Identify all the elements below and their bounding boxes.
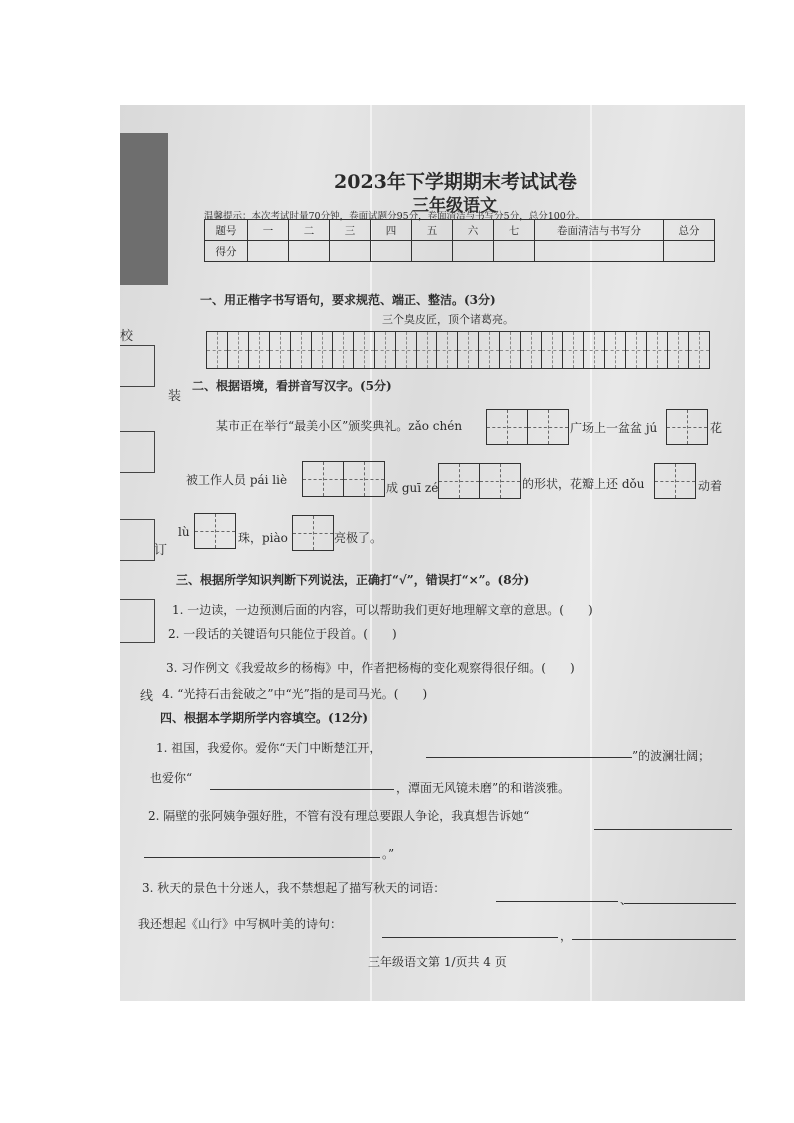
binding-box [120,345,155,387]
exam-subtitle: 三年级语文 [412,196,497,216]
table-cell: 总分 [664,220,715,241]
fill-text: ， [560,929,573,943]
section2-text: 被工作人员 pái liè [186,473,288,487]
table-cell: 六 [453,220,494,241]
page-footer: 三年级语文第 1/页共 4 页 [368,955,507,969]
section3-heading: 三、根据所学知识判断下列说法，正确打“√”，错误打“×”。(8分) [176,573,530,587]
table-cell: 二 [289,220,330,241]
writing-grid[interactable] [206,331,710,369]
section1-sentence: 三个臭皮匠，顶个诸葛亮。 [382,313,514,326]
binding-char: 校 [120,329,134,344]
binding-box [120,599,155,643]
answer-blank[interactable] [572,925,736,940]
tianzige-box[interactable] [292,515,334,551]
table-cell: 一 [248,220,289,241]
binding-char: 装 [168,389,182,404]
judgement-item: 4. “光持石击瓮破之”中“光”指的是司马光。( ) [162,687,428,701]
table-cell: 得分 [205,241,248,262]
score-table-header-row [205,220,715,241]
score-cell[interactable] [453,241,494,262]
score-cell[interactable] [664,241,715,262]
answer-blank[interactable] [382,923,558,938]
fill-text: 3. 秋天的景色十分迷人，我不禁想起了描写秋天的词语： [142,881,446,895]
score-cell[interactable] [371,241,412,262]
binding-box [120,519,155,561]
exam-title: 2023年下学期期末考试试卷 [334,171,577,193]
score-cell[interactable] [248,241,289,262]
section2-text: 某市正在举行“最美小区”颁奖典礼。zǎo chén [216,419,463,433]
table-cell: 七 [494,220,535,241]
fill-text: ”的波澜壮阔； [632,749,711,763]
score-table-score-row [205,241,715,262]
tianzige-box[interactable] [438,463,521,499]
binding-char: 线 [140,689,154,704]
section2-text: 的形状，花瓣上还 dǒu [522,477,645,491]
score-table [204,219,715,262]
section2-text: 动着 [698,479,723,493]
section2-text: 珠，piào [238,531,288,545]
section2-text: 花 [710,421,723,435]
judgement-item: 1. 一边读，一边预测后面的内容，可以帮助我们更好地理解文章的意思。( ) [172,603,593,617]
exam-paper-photo [120,105,745,1001]
exam-tip: 温馨提示：本次考试时量70分钟，卷面试题分95分，卷面清洁与书写分5分，总分100分。 [204,211,585,222]
score-cell[interactable] [535,241,664,262]
table-cell: 卷面清洁与书写分 [535,220,664,241]
section2-heading: 二、根据语境，看拼音写汉字。(5分) [192,379,392,393]
fill-text: 2. 隔壁的张阿姨争强好胜，不管有没有理总要跟人争论，我真想告诉她“ [148,809,530,823]
tianzige-box[interactable] [486,409,569,445]
answer-blank[interactable] [426,743,632,758]
table-cell: 三 [330,220,371,241]
judgement-item: 3. 习作例文《我爱故乡的杨梅》中，作者把杨梅的变化观察得很仔细。( ) [166,661,575,675]
fill-text: 1. 祖国，我爱你。爱你“天门中断楚江开， [156,741,382,755]
answer-blank[interactable] [496,887,618,902]
section2-text: 广场上一盆盆 jú [570,421,658,435]
answer-blank[interactable] [144,843,380,858]
fill-text: 我还想起《山行》中写枫叶美的诗句： [138,917,343,931]
score-cell[interactable] [412,241,453,262]
fill-text: 、 [620,893,633,907]
section2-text: 亮极了。 [334,531,383,545]
tianzige-box[interactable] [194,513,236,549]
tianzige-box[interactable] [666,409,708,445]
table-cell: 五 [412,220,453,241]
score-cell[interactable] [494,241,535,262]
tianzige-box[interactable] [302,461,385,497]
answer-blank[interactable] [210,775,394,790]
binding-gray-block [120,133,168,285]
binding-box [120,431,155,473]
fill-text: 也爱你“ [150,771,193,785]
fill-text: 。” [382,847,395,861]
judgement-item: 2. 一段话的关键语句只能位于段首。( ) [168,627,397,641]
fill-text: ，潭面无风镜未磨”的和谐淡雅。 [396,781,571,795]
section1-heading: 一、用正楷字书写语句，要求规范、端正、整洁。(3分) [200,293,496,307]
section2-text: lù [178,525,190,539]
table-cell: 题号 [205,220,248,241]
section4-heading: 四、根据本学期所学内容填空。(12分) [160,711,369,725]
answer-blank[interactable] [594,815,732,830]
binding-char: 订 [154,543,168,558]
answer-blank[interactable] [624,889,736,904]
score-cell[interactable] [330,241,371,262]
section2-text: 成 guī zé [386,481,439,495]
table-cell: 四 [371,220,412,241]
tianzige-box[interactable] [654,463,696,499]
score-cell[interactable] [289,241,330,262]
